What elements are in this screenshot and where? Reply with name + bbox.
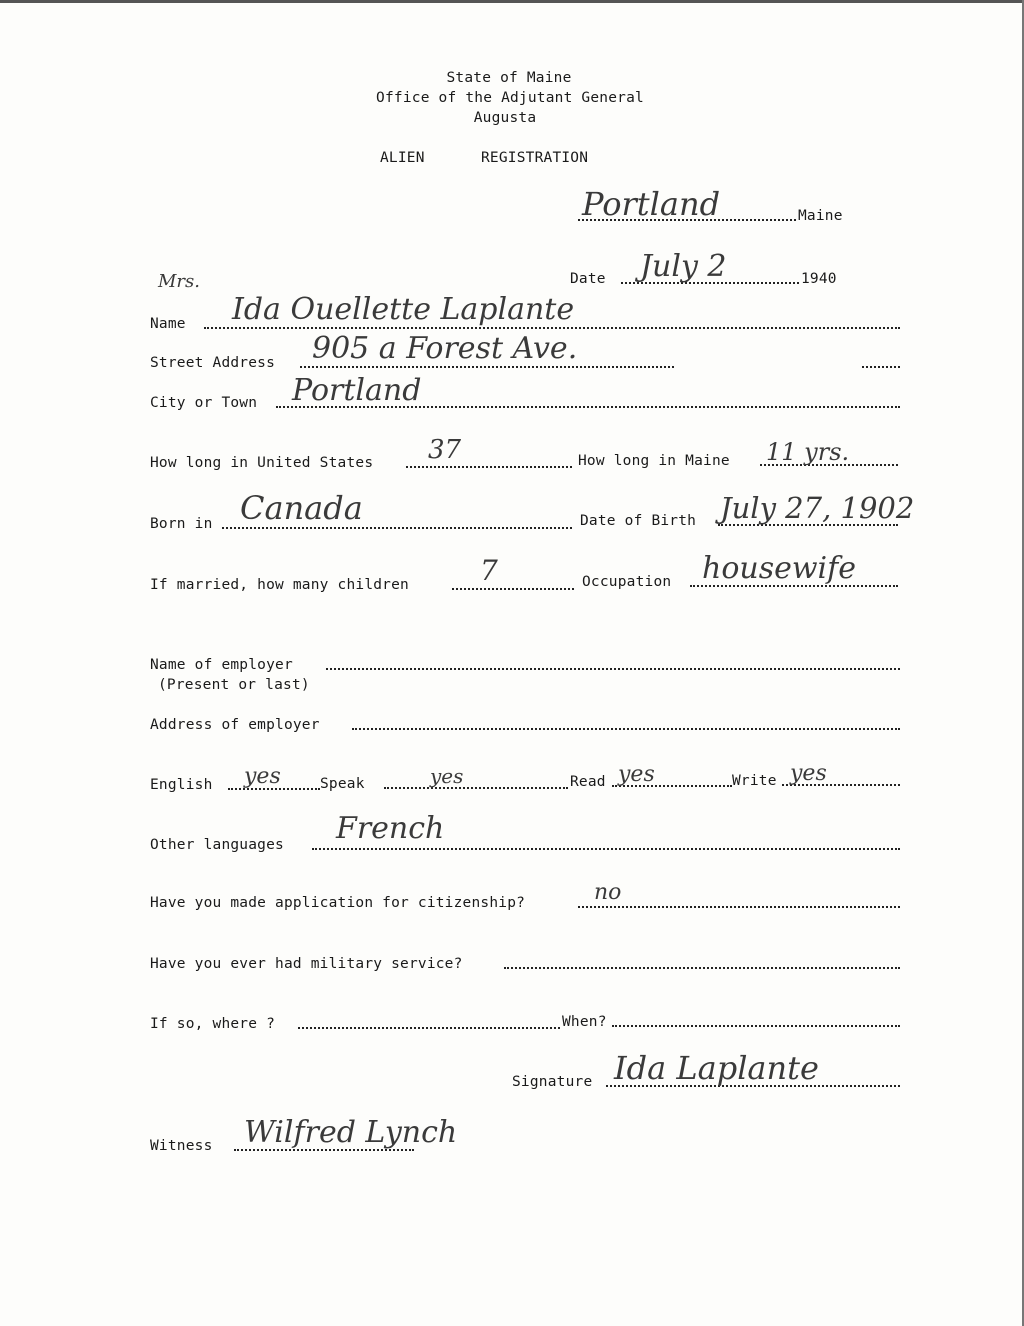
children-dots (452, 585, 574, 590)
read-handwritten: yes (618, 762, 655, 787)
other-languages-label: Other languages (150, 837, 284, 853)
employer-sublabel: (Present or last) (158, 677, 310, 693)
header-city: Augusta (473, 110, 537, 126)
place-suffix: Maine (798, 208, 843, 224)
date-handwritten: July 2 (640, 249, 727, 284)
english-handwritten: yes (244, 764, 281, 789)
me-time-handwritten: 11 yrs. (766, 438, 850, 466)
employer-address-label: Address of employer (150, 717, 320, 733)
prefix-handwritten: Mrs. (158, 271, 200, 292)
street-dots-end (862, 363, 900, 368)
where-label: If so, where ? (150, 1016, 276, 1032)
citizenship-handwritten: no (594, 880, 622, 905)
scan-edge-top (0, 0, 1024, 3)
when-dots (612, 1022, 900, 1027)
born-handwritten: Canada (240, 489, 363, 527)
speak-handwritten: yes (430, 764, 464, 788)
me-time-label: How long in Maine (578, 453, 730, 469)
employer-label: Name of employer (150, 657, 293, 673)
employer-address-dots (352, 725, 900, 730)
born-label: Born in (150, 516, 213, 532)
citizenship-label: Have you made application for citizenship? (150, 895, 526, 911)
speak-label: Speak (320, 776, 365, 792)
title-alien: ALIEN (380, 150, 425, 166)
write-label: Write (732, 773, 777, 789)
date-year: 1940 (801, 271, 837, 287)
name-label: Name (150, 316, 186, 332)
signature-label: Signature (512, 1074, 593, 1090)
other-languages-handwritten: French (336, 811, 445, 846)
header-office: Office of the Adjutant General (376, 90, 644, 106)
children-handwritten: 7 (480, 554, 498, 587)
write-handwritten: yes (790, 761, 827, 786)
dob-handwritten: July 27, 1902 (720, 491, 915, 525)
dob-label: Date of Birth (580, 513, 697, 529)
us-time-handwritten: 37 (428, 435, 462, 465)
employer-dots (326, 665, 900, 670)
place-handwritten: Portland (582, 185, 721, 223)
occupation-label: Occupation (582, 574, 672, 590)
speak-dots (384, 784, 568, 789)
children-label: If married, how many children (150, 577, 409, 593)
us-time-label: How long in United States (150, 455, 374, 471)
read-label: Read (570, 774, 606, 790)
military-label: Have you ever had military service? (150, 956, 463, 972)
date-label: Date (570, 271, 606, 287)
street-handwritten: 905 a Forest Ave. (312, 331, 578, 366)
title-registration: REGISTRATION (481, 150, 589, 166)
occupation-handwritten: housewife (702, 551, 856, 586)
header-state: State of Maine (446, 70, 572, 86)
citizenship-dots (578, 903, 900, 908)
name-handwritten: Ida Ouellette Laplante (232, 292, 575, 327)
city-handwritten: Portland (292, 373, 422, 408)
witness-handwritten: Wilfred Lynch (244, 1115, 458, 1150)
english-label: English (150, 777, 213, 793)
street-label: Street Address (150, 355, 276, 371)
signature-handwritten: Ida Laplante (614, 1049, 819, 1087)
when-label: When? (562, 1014, 607, 1030)
witness-label: Witness (150, 1138, 213, 1154)
where-dots (298, 1024, 560, 1029)
city-label: City or Town (150, 395, 258, 411)
military-dots (504, 964, 900, 969)
